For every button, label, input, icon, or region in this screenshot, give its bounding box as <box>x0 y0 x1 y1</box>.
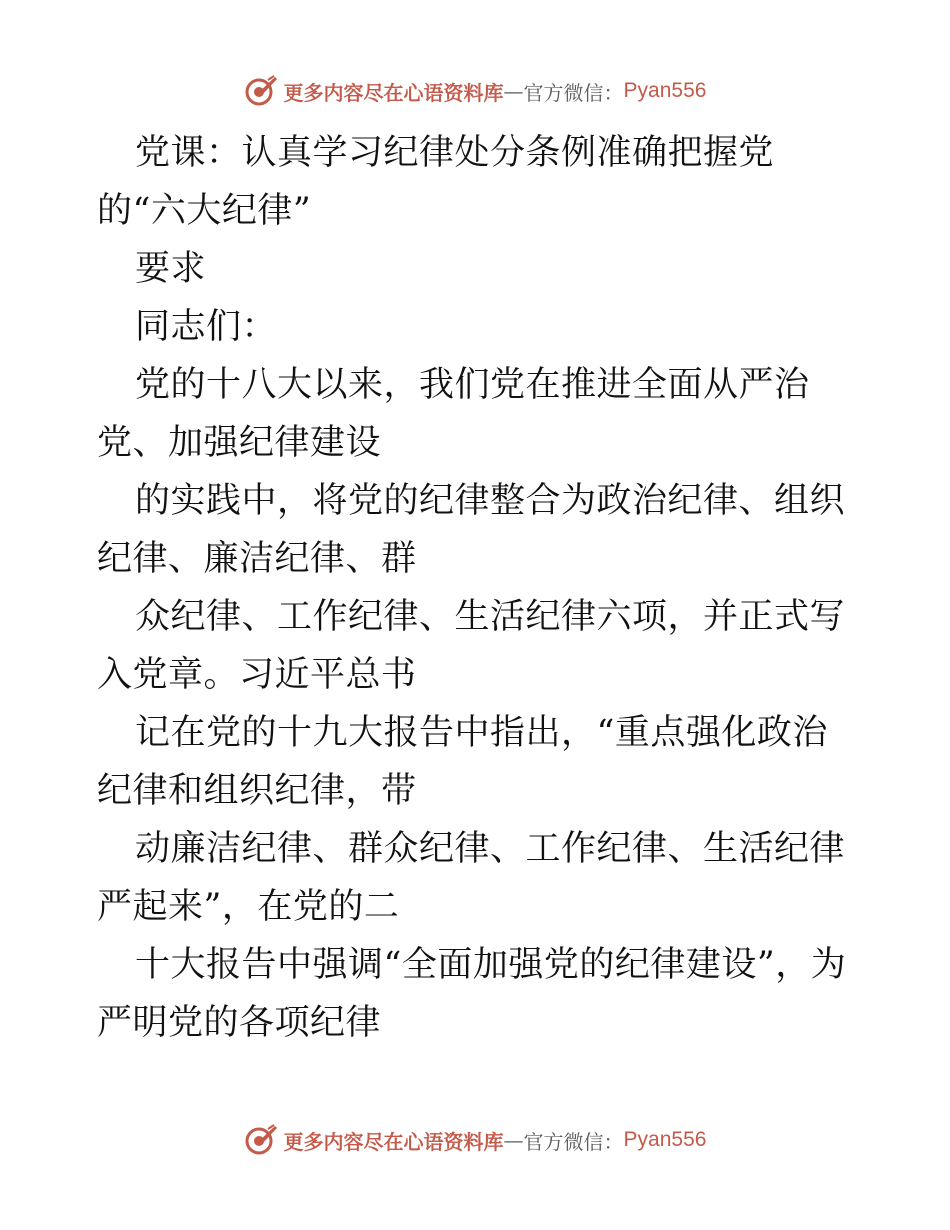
document-title: 党课：认真学习纪律处分条例准确把握党的“六大纪律” <box>97 133 775 231</box>
quill-seal-icon <box>244 1123 278 1157</box>
document-title-continuation: 要求 <box>135 249 207 289</box>
watermark-brand-text: 更多内容尽在心语资料库 <box>283 80 504 105</box>
body-paragraph: 党的十八大以来，我们党在推进全面从严治党、加强纪律建设 <box>97 365 810 463</box>
watermark-wechat-label: 官方微信： <box>523 80 624 105</box>
watermark-dash: — <box>503 79 524 103</box>
watermark-dash: — <box>503 1128 524 1152</box>
body-paragraph: 动廉洁纪律、群众纪律、工作纪律、生活纪律严起来”，在党的二 <box>97 829 846 927</box>
watermark-wechat-id: Pyan556 <box>623 79 707 102</box>
header-watermark <box>0 71 950 111</box>
body-paragraph: 十大报告中强调“全面加强党的纪律建设”，为严明党的各项纪律 <box>97 945 847 1043</box>
quill-seal-icon <box>244 74 278 108</box>
watermark-wechat-id: Pyan556 <box>623 1128 707 1151</box>
body-paragraph: 的实践中，将党的纪律整合为政治纪律、组织纪律、廉洁纪律、群 <box>97 481 846 579</box>
footer-watermark <box>0 1120 950 1160</box>
body-paragraph: 众纪律、工作纪律、生活纪律六项，并正式写入党章。习近平总书 <box>97 597 846 695</box>
watermark-wechat-label: 官方微信： <box>523 1129 624 1154</box>
document-body <box>97 124 857 1052</box>
salutation: 同志们： <box>135 307 278 347</box>
watermark-brand-text: 更多内容尽在心语资料库 <box>283 1129 504 1154</box>
body-paragraph: 记在党的十九大报告中指出，“重点强化政治纪律和组织纪律，带 <box>97 713 828 811</box>
